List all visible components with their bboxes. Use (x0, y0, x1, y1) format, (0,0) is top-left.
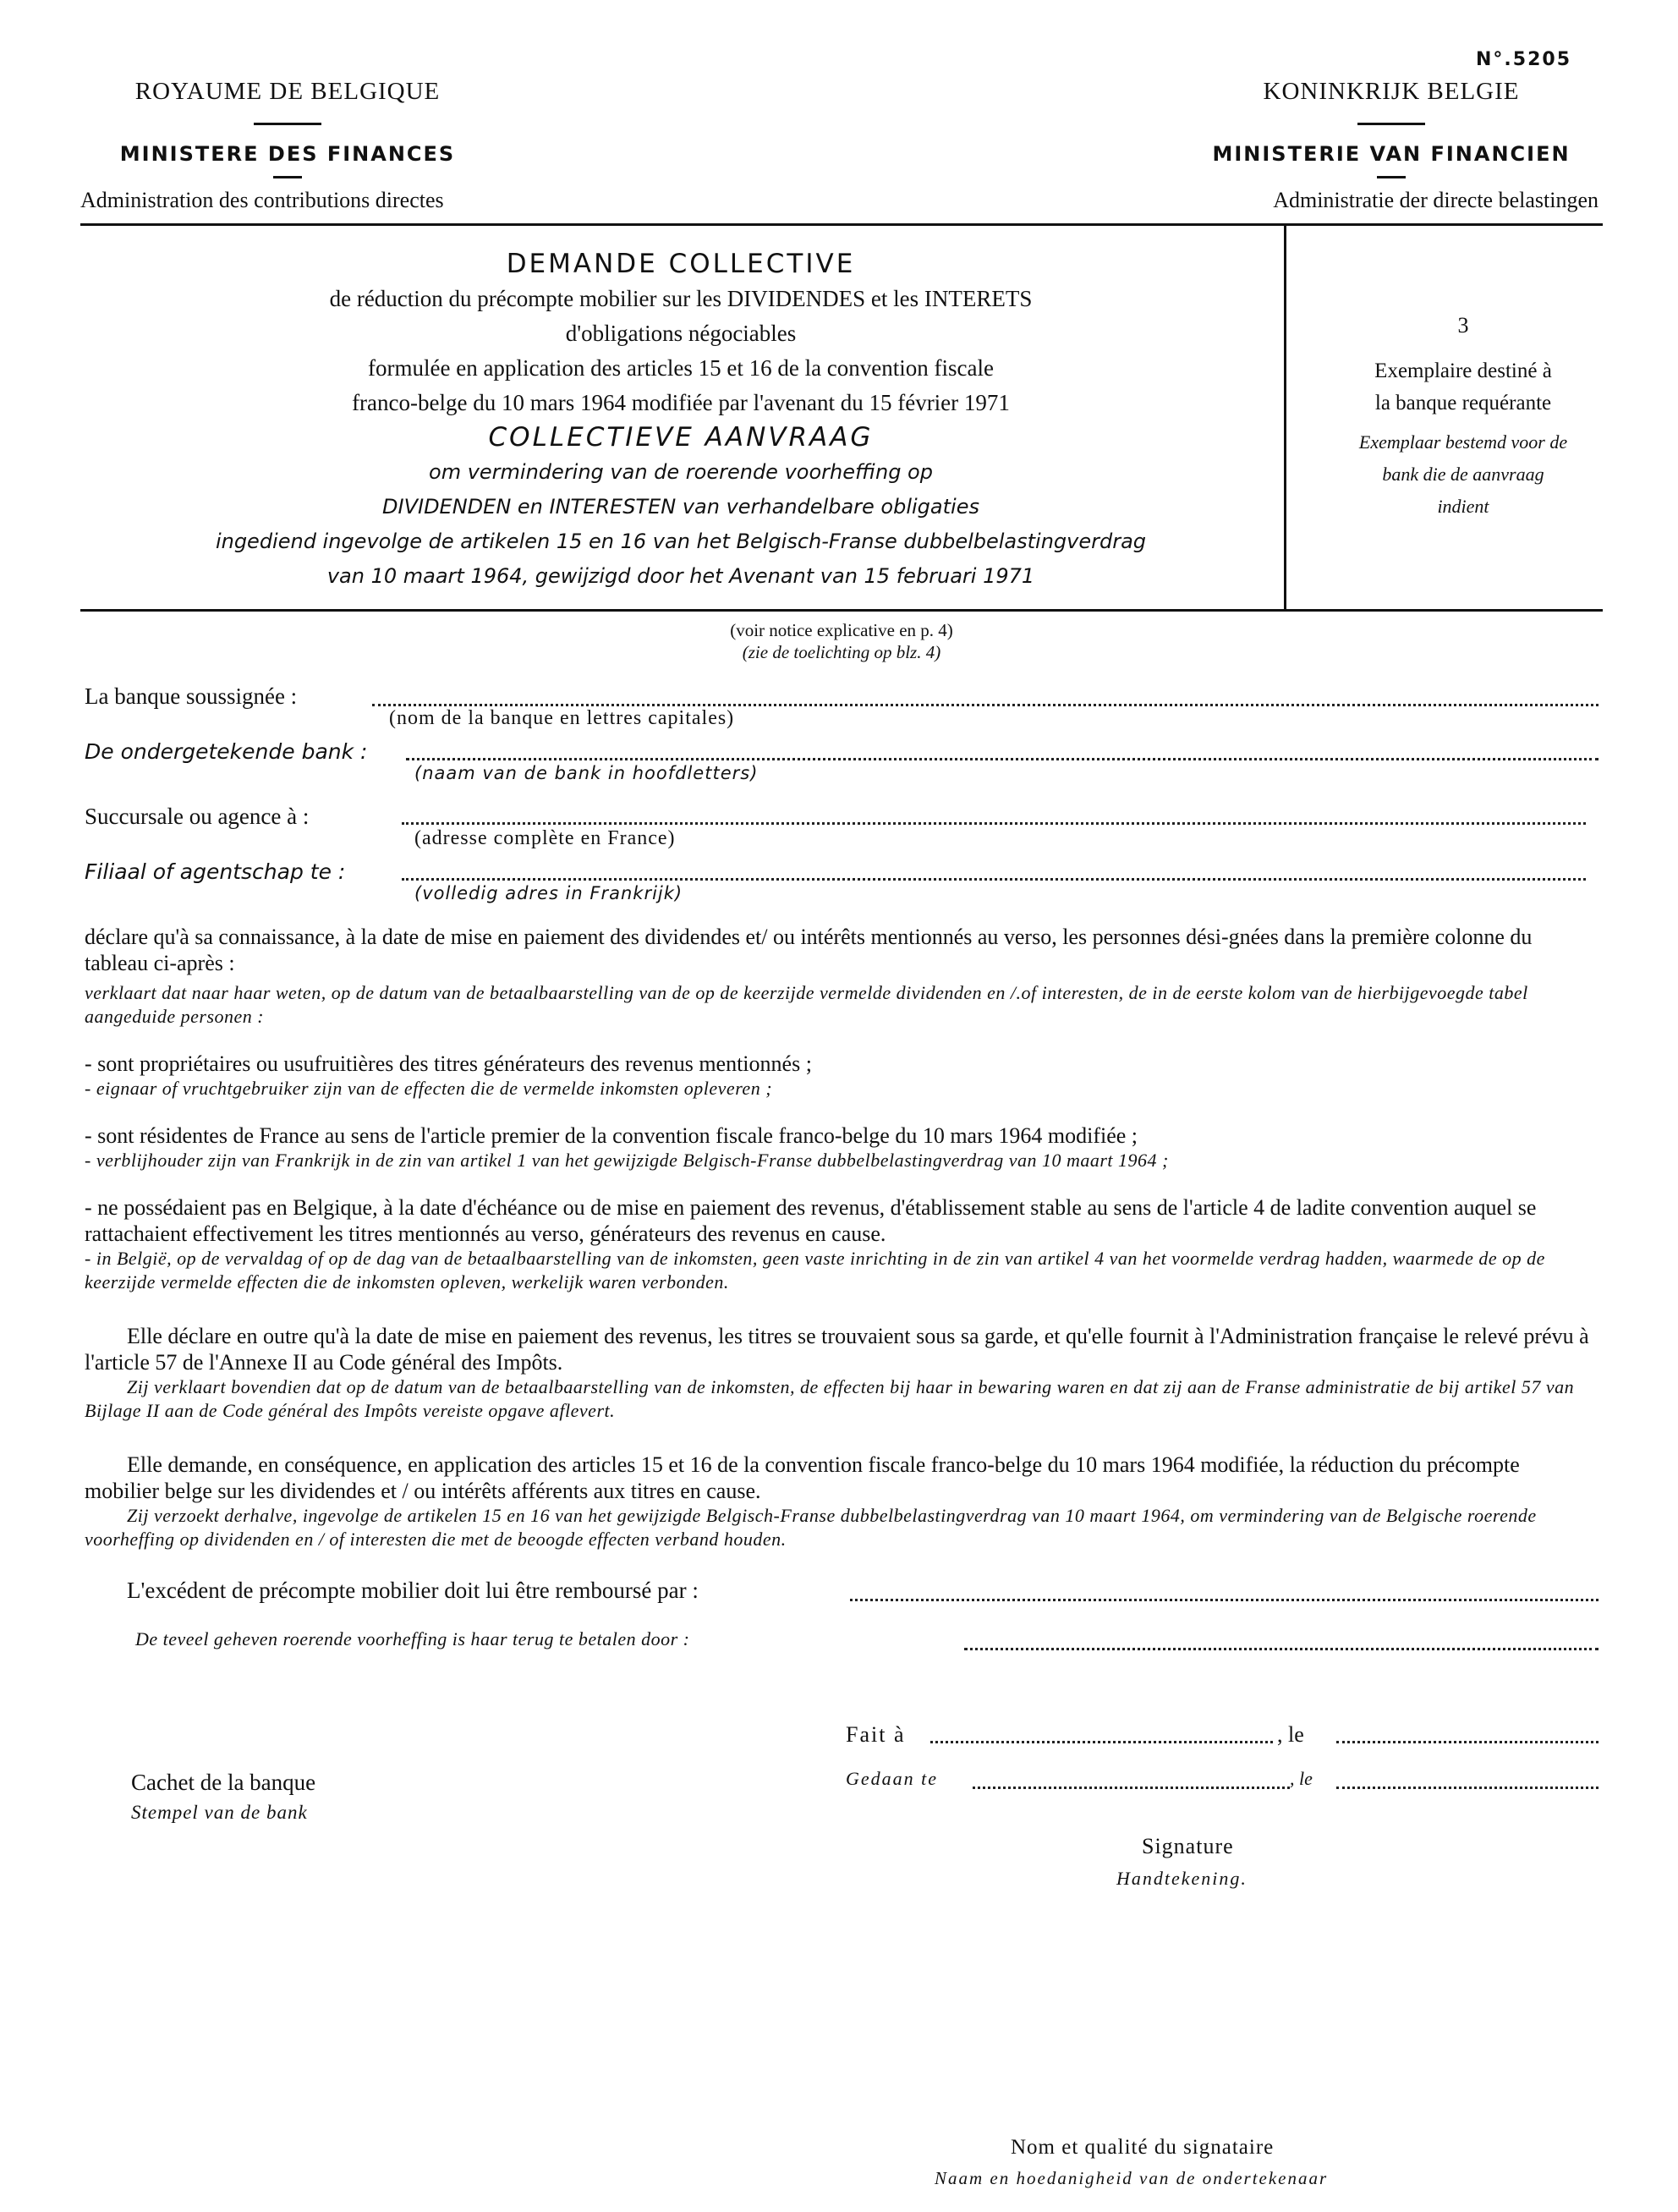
fait-fr-label: Fait à (846, 1722, 906, 1747)
copy-number: 3 (1457, 313, 1469, 338)
le-nl-label: , le (1290, 1768, 1313, 1789)
copy-nl-line1: Exemplaar bestemd voor de (1358, 431, 1568, 453)
body-text (85, 924, 1598, 1551)
ministry-fr: MINISTERE DES FINANCES (119, 142, 456, 166)
branch-nl-hint: (volledig adres in Frankrijk) (414, 883, 683, 903)
title-nl-line3: ingediend ingevolge de artikelen 15 en 16 van het Belgisch-Franse dubbelbelastingverdrag (215, 530, 1147, 553)
header-nl (1180, 78, 1603, 190)
notice-fr: (voir notice explicative en p. 4) (730, 620, 953, 640)
fait-nl-label: Gedaan te (846, 1768, 939, 1789)
owners-fr: - sont propriétaires ou usufruitières des titres générateurs des revenus mentionnés ; (85, 1051, 812, 1076)
bank-nl-input[interactable] (406, 758, 1598, 760)
request-nl: Zij verzoekt derhalve, ingevolge de artikelen 15 en 16 van het gewijzigde Belgisch-Franse dubbelbelastingverdrag van 10 maart 1964, om vermindering van de Belgische roerende voorheffing op dividenden en / of interesten die met de beoogde effecten verband houden. (85, 1505, 1537, 1550)
branch-nl-label: Filiaal of agentschap te : (85, 859, 346, 884)
refund-nl-label: De teveel geheven roerende voorheffing is haar terug te betalen door : (135, 1628, 690, 1649)
title-fr-line1: de réduction du précompte mobilier sur les DIVIDENDES et les INTERETS (329, 286, 1033, 311)
kingdom-fr: ROYAUME DE BELGIQUE (134, 78, 441, 105)
title-fr-line2: d'obligations négociables (565, 321, 797, 346)
title-nl-line2: DIVIDENDEN en INTERESTEN van verhandelbare obligaties (382, 495, 979, 519)
form-number: N°.5205 (1476, 49, 1571, 70)
branch-fr-input[interactable] (402, 822, 1586, 825)
title-fr-line4: franco-belge du 10 mars 1964 modifiée par l'avenant du 15 février 1971 (352, 390, 1010, 415)
copy-nl-line2: bank die de aanvraag (1382, 464, 1544, 485)
divider (1377, 176, 1406, 178)
copy-nl-line3: indient (1437, 496, 1489, 517)
request-fr: Elle demande, en conséquence, en application des articles 15 et 16 de la convention fiscale franco-belge du 10 mars 1964 modifiée, la réduction du précompte mobilier belge sur les dividendes et / ou intérêts afférents aux titres en cause. (85, 1452, 1520, 1503)
title-nl: COLLECTIEVE AANVRAAG (488, 422, 874, 453)
kingdom-nl: KONINKRIJK BELGIE (1263, 78, 1520, 105)
title-block (85, 247, 1277, 594)
title-fr: DEMANDE COLLECTIVE (506, 249, 856, 279)
branch-nl-input[interactable] (402, 878, 1586, 881)
refund-nl-input[interactable] (964, 1648, 1598, 1650)
divider (273, 176, 302, 178)
notice-nl: (zie de toelichting op blz. 4) (742, 642, 941, 662)
refund-fr-label: L'excédent de précompte mobilier doit lui être remboursé par : (127, 1578, 699, 1603)
bank-fr-input[interactable] (372, 704, 1598, 706)
title-fr-line3: formulée en application des articles 15 et 16 de la convention fiscale (368, 355, 994, 381)
establishment-nl: - in België, op de vervaldag of op de dag van de betaalbaarstelling van de inkomsten, geen vaste inrichting in de zin van artikel 4 van het voormelde verdrag hadden, waarmede de op de keerzijde vermelde effecten die de inkomsten opleven, werkelijk waren verbonden. (85, 1248, 1545, 1293)
resident-nl: - verblijhouder zijn van Frankrijk in de zin van artikel 1 van het gewijzigde Belgisch-Franse dubbelbelastingverdrag van 10 maart 1964 ; (85, 1150, 1169, 1171)
bank-fr-hint: (nom de la banque en lettres capitales) (389, 707, 735, 729)
administration-nl: Administratie der directe belastingen (1273, 188, 1598, 212)
signature-fr-label: Signature (1142, 1834, 1234, 1858)
resident-fr: - sont résidentes de France au sens de l'article premier de la convention fiscale franco-belge du 10 mars 1964 modifiée ; (85, 1123, 1138, 1148)
custody-nl: Zij verklaart bovendien dat op de datum van de betaalbaarstelling van de inkomsten, de effecten bij haar in bewaring waren en dat zij aan de Franse administratie de bij artikel 57 van Bijlage II aan de Code général des Impôts vereiste opgave aflevert. (85, 1376, 1575, 1421)
declare-fr: déclare qu'à sa connaissance, à la date de mise en paiement des dividendes et/ ou intérêts mentionnés au verso, les personnes dési-gnées dans la première colonne du tableau ci-après : (85, 925, 1533, 975)
title-top-rule (80, 223, 1603, 226)
copy-fr-line2: la banque requérante (1374, 392, 1552, 414)
place-fr-input[interactable] (930, 1741, 1273, 1743)
divider (1357, 123, 1425, 125)
bank-nl-label: De ondergetekende bank : (85, 739, 368, 764)
refund-fr-input[interactable] (850, 1599, 1598, 1601)
title-nl-line1: om vermindering van de roerende voorheffing op (429, 460, 933, 484)
copy-fr-line1: Exemplaire destiné à (1374, 360, 1552, 382)
stamp-fr-label: Cachet de la banque (131, 1770, 316, 1795)
date-nl-input[interactable] (1336, 1787, 1598, 1789)
signature-area[interactable] (1099, 1899, 1522, 2119)
copy-box (1298, 313, 1628, 523)
title-divider-rule (1284, 225, 1286, 609)
branch-fr-hint: (adresse complète en France) (414, 827, 676, 849)
branch-fr-label: Succursale ou agence à : (85, 804, 310, 829)
signatory-nl-label: Naam en hoedanigheid van de ondertekenaar (935, 2168, 1329, 2188)
establishment-fr: - ne possédaient pas en Belgique, à la date d'échéance ou de mise en paiement des revenus, d'établissement stable au sens de l'article 4 de ladite convention auquel se rattachaient effectivement les titres mentionnés au verso, générateurs des revenus en cause. (85, 1195, 1537, 1246)
divider (254, 123, 321, 125)
title-nl-line4: van 10 maart 1964, gewijzigd door het Avenant van 15 februari 1971 (326, 564, 1035, 588)
declare-nl: verklaart dat naar haar weten, op de datum van de betaalbaarstelling van de op de keerzijde vermelde dividenden en /.of interesten, de in de eerste kolom van de hierbijgevoegde tabel aangeduide personen : (85, 982, 1528, 1027)
stamp-nl-label: Stempel van de bank (131, 1802, 308, 1823)
signatory-fr-label: Nom et qualité du signataire (1011, 2136, 1275, 2159)
signature-nl-label: Handtekening. (1116, 1868, 1248, 1889)
le-fr-label: , le (1277, 1722, 1304, 1747)
administration-fr: Administration des contributions directes (80, 188, 444, 212)
custody-fr: Elle déclare en outre qu'à la date de mise en paiement des revenus, les titres se trouvaient sous sa garde, et qu'elle fournit à l'Administration française le relevé prévu à l'article 57 de l'Annexe II au Code général des Impôts. (85, 1324, 1589, 1375)
place-nl-input[interactable] (973, 1787, 1290, 1789)
owners-nl: - eignaar of vruchtgebruiker zijn van de effecten die de vermelde inkomsten opleveren ; (85, 1078, 773, 1099)
notice (80, 619, 1603, 663)
bank-fr-label: La banque soussignée : (85, 683, 298, 709)
bank-nl-hint: (naam van de bank in hoofdletters) (414, 763, 759, 783)
header-fr (80, 78, 495, 190)
date-fr-input[interactable] (1336, 1741, 1598, 1743)
ministry-nl: MINISTERIE VAN FINANCIEN (1212, 142, 1571, 166)
title-bottom-rule (80, 609, 1603, 612)
